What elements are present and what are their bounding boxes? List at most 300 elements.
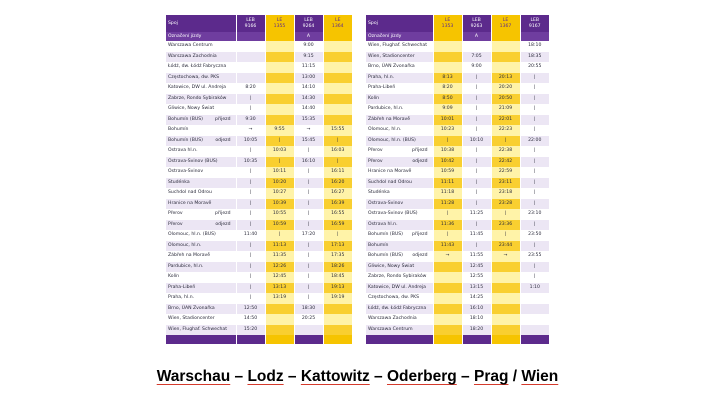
table-row [166, 83, 352, 94]
station-cell [366, 167, 433, 178]
station-name: Zábřeh na Moravě [168, 253, 211, 258]
table-row [166, 209, 352, 220]
time-cell: 9:00 [462, 62, 491, 73]
time-cell [433, 293, 462, 304]
time-cell: 13:00 [294, 73, 323, 84]
station-cell [166, 115, 236, 126]
train-header [323, 15, 352, 32]
marking-cell [323, 32, 352, 41]
time-cell: 19:19 [323, 293, 352, 304]
time-cell [294, 325, 323, 336]
time-cell: 10:59 [265, 220, 294, 231]
train-number: 1364 [331, 23, 344, 29]
time-cell: 20:55 [520, 62, 549, 73]
time-cell: | [462, 125, 491, 136]
route-separator: / [508, 368, 522, 385]
time-cell: → [294, 125, 323, 136]
time-cell: 10:27 [265, 188, 294, 199]
time-cell: | [294, 272, 323, 283]
time-cell: 13:19 [265, 293, 294, 304]
time-cell: | [236, 146, 265, 157]
time-cell: 10:01 [433, 115, 462, 126]
time-cell [433, 272, 462, 283]
time-cell [491, 314, 520, 325]
station-name: Wien, Flughaf. Schwechat [368, 43, 428, 48]
station-name: Katowice, DW ul. Andreja [168, 85, 226, 90]
time-cell: 11:13 [265, 241, 294, 252]
time-cell: | [294, 178, 323, 189]
time-cell: | [236, 272, 265, 283]
table-row [166, 251, 352, 262]
time-cell: → [236, 125, 265, 136]
train-number: 9167 [528, 23, 541, 29]
time-cell: 10:55 [265, 209, 294, 220]
station-name: Gliwice, Nowy Świat [168, 106, 215, 111]
table-row [166, 52, 352, 63]
station-name: Katowice, DW ul. Andreja [368, 284, 426, 290]
time-cell: | [236, 104, 265, 115]
train-type: LEB [304, 17, 313, 23]
table-row [166, 115, 352, 126]
time-cell: | [520, 115, 549, 126]
time-cell: | [294, 262, 323, 273]
table-row [166, 304, 352, 315]
table-row [166, 104, 352, 115]
time-cell: 8:20 [433, 83, 462, 94]
time-cell: 23:44 [491, 241, 520, 252]
station-cell [366, 241, 433, 252]
train-type: LE [502, 17, 509, 23]
marking-row [166, 32, 352, 41]
time-cell [323, 314, 352, 325]
arrival-departure-label: odjezd [215, 137, 231, 143]
time-cell: 16:10 [294, 157, 323, 168]
time-cell: | [236, 209, 265, 220]
station-cell [366, 304, 433, 315]
time-cell [462, 41, 491, 52]
time-cell: | [462, 104, 491, 115]
train-number: 1367 [499, 23, 512, 29]
time-cell [520, 293, 549, 304]
table-row [366, 94, 549, 105]
time-cell: 7:05 [462, 52, 491, 63]
table-row [366, 251, 549, 262]
station-cell [366, 188, 433, 199]
time-cell: | [520, 94, 549, 105]
station-cell [366, 115, 433, 126]
time-cell: 15:20 [236, 325, 265, 336]
table-row [366, 178, 549, 189]
time-cell: | [236, 251, 265, 262]
time-cell: | [520, 220, 549, 231]
station-cell [366, 83, 433, 94]
table-row [366, 167, 549, 178]
train-number: 9263 [470, 23, 483, 29]
time-cell: 22:42 [491, 157, 520, 168]
table-row [366, 136, 549, 147]
station-name: Bohumín [368, 242, 389, 248]
station-cell [366, 272, 433, 283]
station-name: Częstochowa, dw. PKS [168, 74, 220, 80]
marking-cell: A [294, 32, 323, 41]
time-cell: 9:55 [265, 125, 294, 136]
station-name: Bohumín (BUS) [168, 137, 203, 143]
time-cell: 9:00 [294, 41, 323, 52]
train-type: LE [335, 17, 341, 23]
time-cell: | [462, 94, 491, 105]
time-cell: 11:43 [433, 241, 462, 252]
header-row [166, 15, 352, 32]
time-cell [236, 41, 265, 52]
station-name: Praha, hl.n. [168, 295, 195, 300]
station-name: Olomouc, hl.n. [368, 127, 402, 132]
time-cell [491, 272, 520, 283]
time-cell: 11:25 [462, 209, 491, 220]
station-name: Olomouc, hl.n. [168, 242, 202, 248]
time-cell: | [323, 157, 352, 168]
time-cell: 16:03 [323, 146, 352, 157]
station-cell [166, 83, 236, 94]
time-cell: 10:20 [265, 178, 294, 189]
train-header [433, 15, 462, 32]
station-cell [166, 325, 236, 336]
footer-cell [323, 335, 352, 344]
station-name: Praha, hl.n. [368, 74, 395, 80]
station-cell [366, 41, 433, 52]
time-cell [323, 304, 352, 315]
station-name: Częstochowa, dw. PKS [368, 295, 420, 300]
time-cell: 10:42 [433, 157, 462, 168]
station-name: Hranice na Moravě [368, 169, 412, 174]
time-cell: 18:30 [294, 304, 323, 315]
table-row [166, 314, 352, 325]
station-name: Zabrze, Rondo Sybiraków [368, 274, 427, 279]
time-cell: | [265, 230, 294, 241]
station-cell [366, 230, 433, 241]
footer-bar [366, 335, 549, 344]
marking-cell [265, 32, 294, 41]
time-cell: | [462, 73, 491, 84]
table-row [166, 220, 352, 231]
time-cell: | [462, 146, 491, 157]
header-label: Spoj [166, 15, 236, 32]
station-name: Warszawa Centrum [168, 43, 213, 48]
time-cell: 8:50 [433, 94, 462, 105]
time-cell: | [236, 199, 265, 210]
time-cell: 18:10 [462, 314, 491, 325]
time-cell: 18:10 [520, 41, 549, 52]
table-row [166, 241, 352, 252]
time-cell: 14:30 [294, 94, 323, 105]
time-cell: | [520, 157, 549, 168]
table-row [366, 199, 549, 210]
station-name: Ostrava-Svinov (BUS) [368, 211, 418, 216]
station-name: Pardubice, hl.n. [168, 263, 204, 269]
time-cell: 17:13 [323, 241, 352, 252]
station-name: Přerov [368, 148, 383, 153]
table-row [166, 62, 352, 73]
train-header [462, 15, 491, 32]
arrival-departure-label: příjezd [214, 116, 231, 122]
station-cell [166, 94, 236, 105]
station-cell [366, 73, 433, 84]
station-cell [366, 136, 433, 147]
time-cell: | [433, 209, 462, 220]
time-cell: | [236, 178, 265, 189]
table-row [166, 230, 352, 241]
time-cell [236, 52, 265, 63]
time-cell: 13:13 [265, 283, 294, 294]
route-title [0, 368, 715, 386]
table-row [366, 293, 549, 304]
time-cell: 22:38 [491, 146, 520, 157]
time-cell: 16:10 [462, 304, 491, 315]
time-cell: 16:11 [323, 167, 352, 178]
time-cell: | [462, 220, 491, 231]
station-cell [166, 73, 236, 84]
station-cell [366, 94, 433, 105]
time-cell: 11:45 [462, 230, 491, 241]
time-cell: | [520, 125, 549, 136]
time-cell: | [520, 199, 549, 210]
station-name: Suchdol nad Odrou [368, 179, 412, 185]
footer-cell [433, 335, 462, 344]
time-cell: | [462, 199, 491, 210]
route-separator: – [369, 368, 387, 385]
station-name: Ostrava-Svinov [168, 169, 204, 174]
footer-cell [294, 335, 323, 344]
station-cell [166, 283, 236, 294]
table-row [166, 293, 352, 304]
time-cell [265, 325, 294, 336]
time-cell: | [520, 178, 549, 189]
time-cell: | [491, 230, 520, 241]
route-city: Kattowitz [300, 368, 370, 385]
station-cell [366, 325, 433, 336]
time-cell: 12:45 [462, 262, 491, 273]
route-city: Prag [473, 368, 509, 385]
footer-cell [236, 335, 265, 344]
table-row [366, 62, 549, 73]
time-cell: | [265, 157, 294, 168]
time-cell: 18:20 [462, 325, 491, 336]
table-row [166, 146, 352, 157]
time-cell: 16:39 [323, 199, 352, 210]
time-cell: | [236, 94, 265, 105]
time-cell: 10:05 [236, 136, 265, 147]
time-cell: 11:28 [433, 199, 462, 210]
table-row [166, 199, 352, 210]
time-cell: | [294, 220, 323, 231]
arrival-departure-label: odjezd [215, 221, 231, 227]
table-row [166, 178, 352, 189]
arrival-departure-label: odjezd [412, 158, 428, 164]
time-cell: | [294, 293, 323, 304]
time-cell: | [462, 115, 491, 126]
station-cell [166, 209, 236, 220]
time-cell: 9:09 [433, 104, 462, 115]
time-cell [491, 325, 520, 336]
route-city: Warschau [156, 368, 231, 385]
time-cell: 18:35 [520, 52, 549, 63]
station-name: Warszawa Zachodnia [368, 316, 417, 321]
time-cell: 20:50 [491, 94, 520, 105]
time-cell: 1:10 [520, 283, 549, 294]
station-name: Olomouc, hl.n. (BUS) [168, 232, 216, 237]
station-name: Wien, Stadioncenter [368, 53, 415, 59]
time-cell: | [520, 146, 549, 157]
time-cell: 11:40 [236, 230, 265, 241]
time-cell: 10:38 [433, 146, 462, 157]
station-name: Studénka [368, 190, 390, 195]
time-cell: 23:50 [520, 230, 549, 241]
time-cell: | [462, 241, 491, 252]
station-name: Přerov [168, 221, 183, 227]
station-cell [166, 178, 236, 189]
time-cell: 14:50 [236, 314, 265, 325]
time-cell: 12:45 [265, 272, 294, 283]
time-cell: 8:20 [236, 83, 265, 94]
time-cell: 11:55 [462, 251, 491, 262]
time-cell: | [236, 167, 265, 178]
table-row [166, 188, 352, 199]
footer-cell [462, 335, 491, 344]
table-row [166, 272, 352, 283]
time-cell [236, 73, 265, 84]
station-name: Studénka [168, 179, 190, 185]
table-row [166, 125, 352, 136]
footer-cell [166, 335, 236, 344]
time-cell: 9:15 [294, 52, 323, 63]
station-cell [366, 209, 433, 220]
table-row [166, 262, 352, 273]
time-cell [433, 325, 462, 336]
time-cell [323, 52, 352, 63]
train-header [236, 15, 265, 32]
train-header [294, 15, 323, 32]
time-cell: 11:15 [294, 62, 323, 73]
time-cell [323, 73, 352, 84]
time-cell: 14:10 [294, 83, 323, 94]
time-cell [491, 262, 520, 273]
marking-cell [491, 32, 520, 41]
time-cell [265, 73, 294, 84]
route-separator: – [230, 368, 248, 385]
time-cell: 12:50 [236, 304, 265, 315]
time-cell: | [236, 188, 265, 199]
station-cell [366, 293, 433, 304]
time-cell: | [520, 83, 549, 94]
table-row [366, 125, 549, 136]
train-header [491, 15, 520, 32]
station-cell [166, 157, 236, 168]
time-cell [265, 115, 294, 126]
route-city: Wien [521, 368, 559, 385]
marking-cell: A [462, 32, 491, 41]
table-row [366, 241, 549, 252]
station-name: Praha-Libeň [368, 85, 396, 90]
table-row [166, 167, 352, 178]
time-cell: 9:30 [236, 115, 265, 126]
table-row [166, 157, 352, 168]
time-cell: 16:59 [323, 220, 352, 231]
time-cell [323, 94, 352, 105]
table-row [366, 230, 549, 241]
time-cell: 23:36 [491, 220, 520, 231]
station-cell [166, 241, 236, 252]
time-cell: | [236, 293, 265, 304]
table-row [166, 325, 352, 336]
time-cell [323, 325, 352, 336]
station-name: Wien, Flughaf. Schwechat [168, 326, 228, 332]
station-cell [366, 52, 433, 63]
time-cell: 11:36 [433, 220, 462, 231]
station-cell [166, 304, 236, 315]
time-cell [520, 314, 549, 325]
footer-cell [491, 335, 520, 344]
station-cell [166, 188, 236, 199]
time-cell: | [433, 136, 462, 147]
time-cell [265, 104, 294, 115]
time-cell: → [491, 251, 520, 262]
time-cell: | [236, 283, 265, 294]
table-row [166, 136, 352, 147]
time-cell: | [462, 157, 491, 168]
train-number: 1355 [273, 23, 286, 29]
time-cell [323, 41, 352, 52]
station-name: Pardubice, hl.n. [368, 106, 404, 111]
time-cell [520, 325, 549, 336]
marking-cell [236, 32, 265, 41]
station-cell [366, 199, 433, 210]
time-cell: | [265, 136, 294, 147]
station-name: Łódź, dw. Łódź Fabryczna [368, 305, 427, 311]
time-cell [265, 94, 294, 105]
time-cell: 11:11 [433, 178, 462, 189]
station-cell [366, 104, 433, 115]
time-cell [323, 115, 352, 126]
table-row [366, 73, 549, 84]
time-cell: | [433, 230, 462, 241]
time-cell: | [491, 136, 520, 147]
time-cell: | [294, 167, 323, 178]
timetable-left [166, 15, 352, 344]
station-cell [166, 251, 236, 262]
arrival-departure-label: odjezd [412, 253, 428, 258]
train-header [265, 15, 294, 32]
station-cell [166, 262, 236, 273]
station-cell [166, 220, 236, 231]
time-cell [265, 52, 294, 63]
station-cell [166, 167, 236, 178]
arrival-departure-label: příjezd [411, 232, 428, 237]
station-cell [166, 41, 236, 52]
station-name: Bohumín [168, 127, 189, 132]
time-cell: | [294, 146, 323, 157]
table-row [366, 146, 549, 157]
station-name: Přerov [168, 211, 183, 216]
time-cell: | [520, 262, 549, 273]
table-row [366, 41, 549, 52]
time-cell: 20:20 [491, 83, 520, 94]
station-cell [366, 125, 433, 136]
table-row [366, 314, 549, 325]
time-cell: 15:45 [294, 136, 323, 147]
station-name: Ostrava hl.n. [168, 148, 198, 153]
time-cell: → [433, 251, 462, 262]
station-name: Suchdol nad Odrou [168, 190, 212, 195]
time-cell: 14:25 [462, 293, 491, 304]
